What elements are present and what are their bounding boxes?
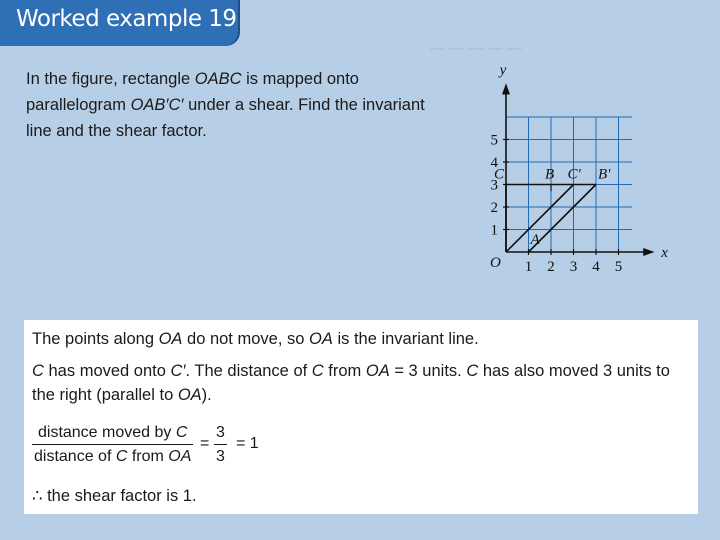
conclusion-line: ∴ the shear factor is 1. [32, 487, 197, 505]
solution-box [24, 320, 698, 514]
point-label-c-prime: C' [567, 166, 581, 183]
fraction-numbers-numerator: 3 [216, 424, 225, 441]
result-equals-one: = 1 [236, 435, 259, 452]
origin-label: O [490, 255, 501, 271]
equals-sign: = [200, 435, 210, 452]
x-tick-label: 2 [547, 259, 555, 275]
solution-line-3: the right (parallel to OA). [32, 386, 212, 404]
x-tick-label: 1 [524, 259, 533, 275]
show-through-text: — — — — — [430, 40, 522, 57]
point-label-a: A [530, 232, 540, 248]
y-tick-label: 3 [490, 177, 498, 194]
shear-figure [478, 62, 708, 290]
x-axis-label: x [661, 245, 668, 261]
x-tick-label: 5 [614, 259, 623, 275]
fraction-numbers [214, 424, 227, 466]
solution-line-2: C has moved onto C′. The distance of C from OA = 3 units. C has also moved 3 units to [32, 362, 670, 380]
y-tick-label: 1 [490, 222, 498, 239]
y-tick-label: 5 [490, 132, 498, 149]
point-label-b: B [545, 166, 555, 183]
question-line-3: line and the shear factor. [26, 122, 207, 140]
question-line-1: In the figure, rectangle OABC is mapped onto [26, 70, 359, 88]
header-tab [0, 0, 238, 46]
question-text [26, 66, 446, 144]
page-title: Worked example 19 [16, 6, 237, 32]
y-tick-label: 4 [490, 155, 498, 171]
y-tick-label: 2 [490, 200, 498, 216]
x-tick-label: 3 [569, 259, 578, 275]
y-axis-arrow [502, 83, 510, 94]
fraction-numbers-denominator: 3 [214, 444, 227, 466]
x-tick-label: 4 [592, 259, 600, 275]
fraction-words [32, 424, 193, 466]
y-axis-label: y [499, 62, 507, 79]
fraction-words-denominator: distance of C from OA [32, 444, 193, 466]
fraction-words-numerator: distance moved by C [37, 424, 188, 441]
x-axis-arrow [643, 248, 654, 256]
solution-line-1: The points along OA do not move, so OA is the invariant line. [32, 330, 479, 348]
question-line-2: parallelogram OAB′C′ under a shear. Find the invariant [26, 96, 425, 114]
point-label-c: C [494, 166, 505, 183]
point-label-b-prime: B' [598, 166, 611, 183]
